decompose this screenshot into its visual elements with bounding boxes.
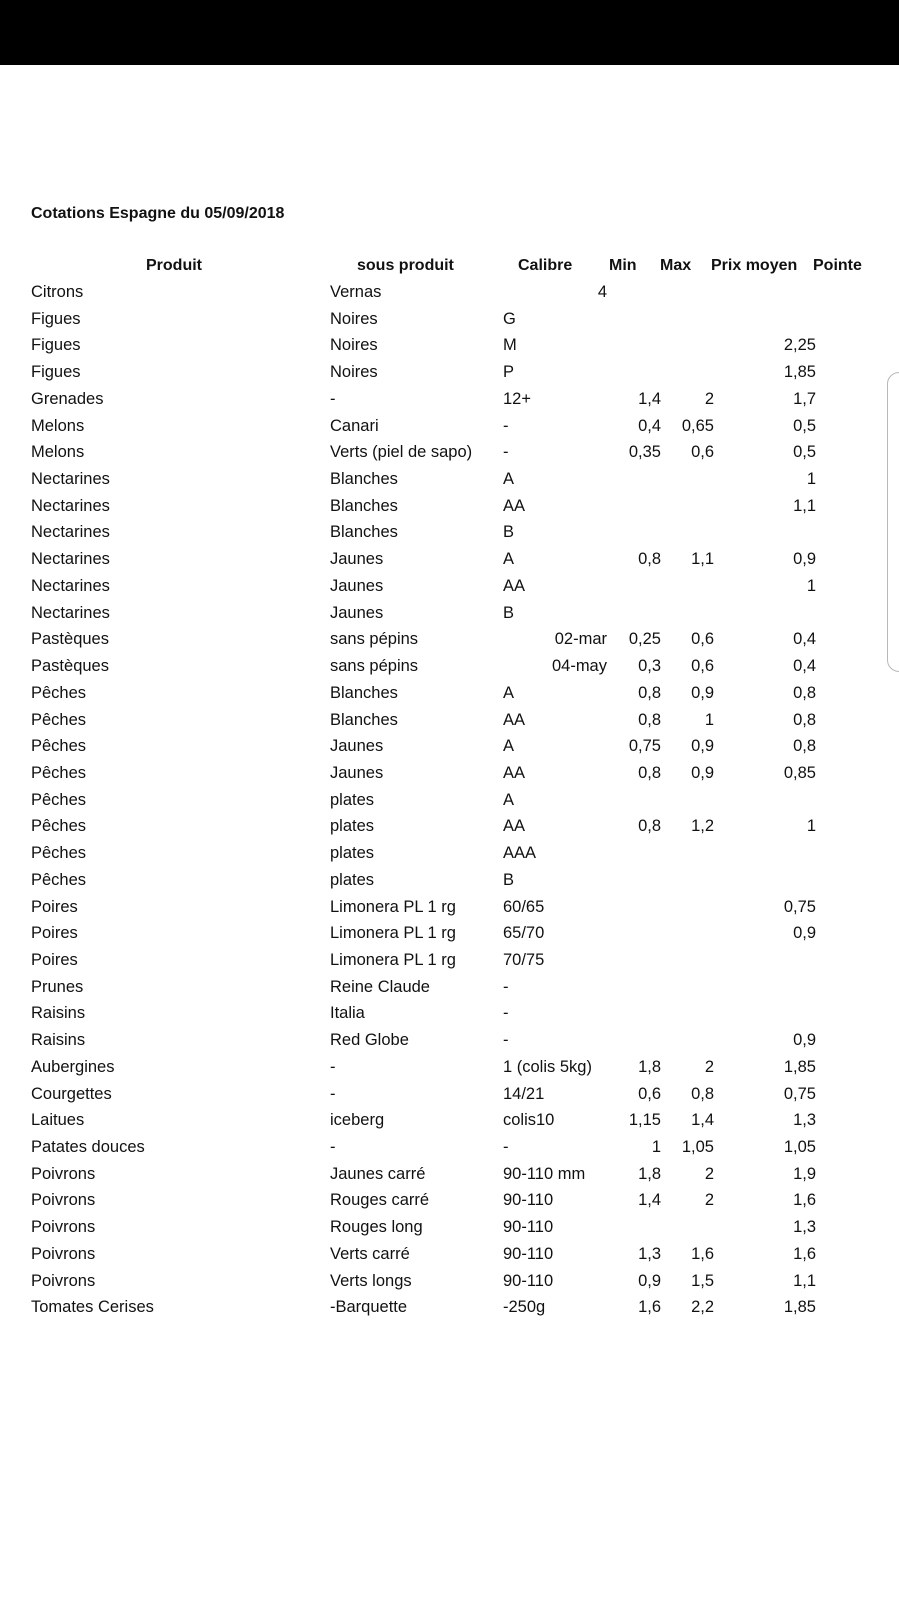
cell-sous-produit: Verts carré	[330, 1244, 410, 1263]
cell-calibre: M	[503, 336, 517, 355]
cell-sous-produit: plates	[330, 790, 375, 809]
cell-produit: Nectarines	[31, 576, 110, 595]
cell-prix-moyen: 1	[806, 576, 816, 595]
cell-max: 1,2	[691, 817, 714, 836]
cell-prix-moyen: 0,8	[793, 683, 816, 702]
cell-calibre: -	[503, 1031, 509, 1050]
cell-produit: Poivrons	[31, 1244, 96, 1263]
table-row	[0, 790, 899, 817]
cell-produit: Pastèques	[31, 657, 109, 676]
cell-calibre: G	[503, 309, 516, 328]
cell-produit: Raisins	[31, 1031, 86, 1050]
cell-prix-moyen: 1,6	[793, 1244, 816, 1263]
cell-max: 1,05	[681, 1138, 714, 1157]
cell-sous-produit: Vernas	[330, 283, 382, 301]
cell-calibre: A	[503, 790, 515, 809]
cell-calibre: 90-110	[503, 1271, 554, 1290]
cell-sous-produit: Blanches	[330, 683, 398, 702]
cell-max: 0,6	[691, 630, 714, 649]
table-row	[0, 977, 899, 1004]
cell-sous-produit: Limonera PL 1 rg	[330, 897, 456, 916]
cell-calibre: 90-110	[503, 1218, 554, 1237]
cell-produit: Pêches	[31, 870, 87, 889]
cell-prix-moyen: 0,4	[793, 630, 816, 649]
cell-calibre: colis10	[503, 1111, 555, 1130]
cell-sous-produit: Jaunes carré	[330, 1164, 426, 1183]
cell-max: 0,6	[691, 657, 714, 676]
cell-calibre: AA	[503, 817, 526, 836]
cell-max: 1,5	[691, 1271, 714, 1290]
cell-produit: Pêches	[31, 763, 87, 782]
cell-sous-produit: -	[330, 1057, 336, 1076]
table-row	[0, 1297, 899, 1324]
cell-calibre: B	[503, 870, 515, 889]
table-row	[0, 469, 899, 496]
table-row	[0, 416, 899, 443]
cell-sous-produit: -	[330, 1138, 336, 1157]
cell-sous-produit: Rouges long	[330, 1218, 423, 1237]
cell-sous-produit: Blanches	[330, 710, 398, 729]
cell-prix-moyen: 1,85	[783, 1057, 816, 1076]
table-row	[0, 1030, 899, 1057]
cell-produit: Laitues	[31, 1111, 85, 1130]
table-row	[0, 362, 899, 389]
cell-produit: Poires	[31, 951, 78, 969]
cell-produit: Poivrons	[31, 1191, 96, 1210]
cell-sous-produit: Blanches	[330, 496, 398, 515]
cell-prix-moyen: 0,9	[793, 1031, 816, 1050]
cell-produit: Melons	[31, 416, 85, 435]
cell-sous-produit: Rouges carré	[330, 1191, 430, 1210]
cell-calibre: 90-110	[503, 1244, 554, 1263]
cell-max: 2	[704, 389, 714, 408]
cell-sous-produit: Noires	[330, 336, 378, 355]
cell-calibre: 70/75	[503, 951, 545, 969]
table-row	[0, 603, 899, 630]
cell-calibre: 60/65	[503, 897, 545, 916]
cell-calibre: AA	[503, 710, 526, 729]
cell-max: 0,65	[681, 416, 714, 435]
cell-prix-moyen: 1,3	[793, 1111, 816, 1130]
header-min: Min	[609, 257, 637, 274]
cell-calibre: A	[503, 737, 515, 756]
table-row	[0, 843, 899, 870]
table-row	[0, 1190, 899, 1217]
cell-min: 0,25	[628, 630, 661, 649]
cell-produit: Prunes	[31, 977, 84, 996]
cell-prix-moyen: 1,85	[783, 1298, 816, 1317]
cell-sous-produit: sans pépins	[330, 630, 419, 649]
table-row	[0, 496, 899, 523]
cell-sous-produit: Limonera PL 1 rg	[330, 951, 456, 969]
cell-max: 1,1	[691, 550, 714, 569]
cell-max: 1	[704, 710, 714, 729]
cell-max: 0,9	[691, 683, 714, 702]
table-row	[0, 656, 899, 683]
cell-prix-moyen: 1,85	[783, 363, 816, 382]
cell-sous-produit: Limonera PL 1 rg	[330, 924, 456, 943]
cell-sous-produit: Canari	[330, 416, 379, 435]
cell-produit: Poivrons	[31, 1218, 96, 1237]
cell-sous-produit: plates	[330, 817, 375, 836]
table-row	[0, 1084, 899, 1111]
cell-max: 1,4	[691, 1111, 714, 1130]
cell-min: 1,15	[628, 1111, 661, 1130]
cell-produit: Figues	[31, 336, 81, 355]
table-row	[0, 1137, 899, 1164]
cell-produit: Poires	[31, 924, 78, 943]
cell-sous-produit: Jaunes	[330, 737, 384, 756]
cell-sous-produit: Jaunes	[330, 763, 384, 782]
table-row	[0, 282, 899, 309]
cell-calibre: B	[503, 603, 515, 622]
cell-calibre: AAA	[503, 844, 537, 863]
cell-min: 0,6	[638, 1084, 661, 1103]
cell-sous-produit: iceberg	[330, 1111, 385, 1130]
cell-calibre: -	[503, 1004, 509, 1023]
cell-min: 0,4	[638, 416, 661, 435]
cell-produit: Pêches	[31, 710, 87, 729]
cell-min: 0,3	[638, 657, 661, 676]
cell-max: 0,8	[691, 1084, 714, 1103]
cell-min: 1,4	[638, 1191, 661, 1210]
cell-min: 0,9	[638, 1271, 661, 1290]
cell-produit: Grenades	[31, 389, 104, 408]
cell-calibre: B	[503, 523, 515, 542]
cell-prix-moyen: 0,8	[793, 710, 816, 729]
cell-sous-produit: Red Globe	[330, 1031, 409, 1050]
header-produit: Produit	[146, 257, 202, 274]
cell-sous-produit: plates	[330, 870, 375, 889]
cell-sous-produit: Jaunes	[330, 603, 384, 622]
header-prix-moyen: Prix moyen	[711, 257, 798, 274]
cell-min: 0,8	[638, 710, 661, 729]
cell-produit: Nectarines	[31, 523, 110, 542]
cell-prix-moyen: 0,75	[783, 1084, 816, 1103]
cell-calibre: 1 (colis 5kg)	[503, 1057, 592, 1076]
cell-sous-produit: Jaunes	[330, 550, 384, 569]
cell-prix-moyen: 1,3	[793, 1218, 816, 1237]
table-row	[0, 442, 899, 469]
cell-prix-moyen: 1,05	[783, 1138, 816, 1157]
table-row	[0, 683, 899, 710]
table-row	[0, 549, 899, 576]
cell-sous-produit: -	[330, 1084, 336, 1103]
cell-min: 0,8	[638, 683, 661, 702]
cell-calibre: 90-110	[503, 1191, 554, 1210]
cell-calibre: 12+	[503, 389, 531, 408]
table-row	[0, 1271, 899, 1298]
table-row	[0, 1217, 899, 1244]
header-calibre: Calibre	[518, 257, 573, 274]
table-row	[0, 1057, 899, 1084]
cell-produit: Nectarines	[31, 470, 110, 489]
table-row	[0, 576, 899, 603]
cell-produit: Pêches	[31, 817, 87, 836]
cell-calibre: 65/70	[503, 924, 545, 943]
cell-max: 0,9	[691, 737, 714, 756]
table-row	[0, 522, 899, 549]
table-row	[0, 389, 899, 416]
cell-min: 1	[651, 1138, 661, 1157]
table-row	[0, 335, 899, 362]
cell-produit: Melons	[31, 443, 85, 462]
cell-prix-moyen: 0,85	[783, 763, 816, 782]
document-title: Cotations Espagne du 05/09/2018	[31, 205, 285, 222]
cell-prix-moyen: 0,5	[793, 443, 816, 462]
cell-calibre: 4	[597, 283, 607, 301]
cell-sous-produit: Verts (piel de sapo)	[330, 443, 473, 462]
header-pointe: Pointe	[813, 257, 862, 274]
cell-prix-moyen: 1,1	[793, 1271, 816, 1290]
table-row	[0, 950, 899, 977]
table-row	[0, 629, 899, 656]
scroll-handle[interactable]	[887, 372, 899, 672]
cell-calibre: P	[503, 363, 515, 382]
cell-produit: Figues	[31, 309, 81, 328]
cell-min: 0,8	[638, 763, 661, 782]
table-row	[0, 1003, 899, 1030]
table-row	[0, 1110, 899, 1137]
cell-calibre: 02-mar	[554, 630, 607, 649]
cell-produit: Courgettes	[31, 1084, 112, 1103]
cell-prix-moyen: 2,25	[783, 336, 816, 355]
cell-min: 0,75	[628, 737, 661, 756]
table-row	[0, 736, 899, 763]
cell-produit: Figues	[31, 363, 81, 382]
cell-prix-moyen: 0,5	[793, 416, 816, 435]
table-row	[0, 1164, 899, 1191]
cell-produit: Aubergines	[31, 1057, 115, 1076]
cell-produit: Pêches	[31, 844, 87, 863]
cell-sous-produit: sans pépins	[330, 657, 419, 676]
cell-produit: Patates douces	[31, 1138, 145, 1157]
cell-sous-produit: plates	[330, 844, 375, 863]
cell-max: 0,9	[691, 763, 714, 782]
cell-min: 1,3	[638, 1244, 661, 1263]
cell-sous-produit: -Barquette	[330, 1298, 408, 1317]
cell-produit: Raisins	[31, 1004, 86, 1023]
cell-prix-moyen: 1,9	[793, 1164, 816, 1183]
table-row	[0, 763, 899, 790]
cell-prix-moyen: 0,4	[793, 657, 816, 676]
cell-produit: Pêches	[31, 790, 87, 809]
cell-sous-produit: Noires	[330, 309, 378, 328]
cell-min: 1,8	[638, 1164, 661, 1183]
cell-min: 1,6	[638, 1298, 661, 1317]
cell-sous-produit: Reine Claude	[330, 977, 430, 996]
cell-calibre: A	[503, 550, 515, 569]
cell-prix-moyen: 1	[806, 817, 816, 836]
cell-sous-produit: Jaunes	[330, 576, 384, 595]
cell-prix-moyen: 0,9	[793, 924, 816, 943]
table-row	[0, 816, 899, 843]
cell-min: 0,8	[638, 550, 661, 569]
cell-max: 2	[704, 1057, 714, 1076]
cell-calibre: AA	[503, 496, 526, 515]
cell-calibre: 14/21	[503, 1084, 545, 1103]
cell-prix-moyen: 0,8	[793, 737, 816, 756]
cell-calibre: -	[503, 416, 509, 435]
cell-max: 0,6	[691, 443, 714, 462]
cell-sous-produit: Verts longs	[330, 1271, 412, 1290]
cell-calibre: -250g	[503, 1298, 546, 1317]
table-row	[0, 897, 899, 924]
cell-calibre: A	[503, 683, 515, 702]
cell-max: 2,2	[691, 1298, 714, 1317]
cell-max: 2	[704, 1191, 714, 1210]
cell-prix-moyen: 1	[806, 470, 816, 489]
cell-sous-produit: -	[330, 389, 336, 408]
cell-produit: Pêches	[31, 683, 87, 702]
cell-sous-produit: Noires	[330, 363, 378, 382]
cell-produit: Poires	[31, 897, 78, 916]
cell-sous-produit: Italia	[330, 1004, 365, 1023]
header-max: Max	[660, 257, 692, 274]
cell-produit: Nectarines	[31, 496, 110, 515]
cell-max: 2	[704, 1164, 714, 1183]
table-row	[0, 870, 899, 897]
cell-calibre: 90-110 mm	[503, 1164, 586, 1183]
cell-min: 0,8	[638, 817, 661, 836]
cell-calibre: -	[503, 1138, 509, 1157]
cell-produit: Nectarines	[31, 603, 110, 622]
cell-produit: Pêches	[31, 737, 87, 756]
cell-prix-moyen: 1,6	[793, 1191, 816, 1210]
cell-sous-produit: Blanches	[330, 523, 398, 542]
cell-calibre: -	[503, 443, 509, 462]
cell-produit: Citrons	[31, 283, 84, 301]
cell-prix-moyen: 0,9	[793, 550, 816, 569]
cell-min: 1,4	[638, 389, 661, 408]
cell-produit: Poivrons	[31, 1164, 96, 1183]
cell-prix-moyen: 0,75	[783, 897, 816, 916]
cell-prix-moyen: 1,1	[793, 496, 816, 515]
cell-calibre: -	[503, 977, 509, 996]
cell-min: 0,35	[628, 443, 661, 462]
table-row	[0, 710, 899, 737]
cell-produit: Pastèques	[31, 630, 109, 649]
cell-produit: Nectarines	[31, 550, 110, 569]
cell-calibre: AA	[503, 763, 526, 782]
cell-max: 1,6	[691, 1244, 714, 1263]
cell-prix-moyen: 1,7	[793, 389, 816, 408]
header-sous-produit: sous produit	[357, 257, 454, 274]
table-row	[0, 923, 899, 950]
table-row	[0, 1244, 899, 1271]
cell-produit: Tomates Cerises	[31, 1298, 154, 1317]
table-row	[0, 309, 899, 336]
cell-calibre: A	[503, 470, 515, 489]
cell-calibre: 04-may	[551, 657, 607, 676]
cell-produit: Poivrons	[31, 1271, 96, 1290]
cell-min: 1,8	[638, 1057, 661, 1076]
cell-calibre: AA	[503, 576, 526, 595]
cell-sous-produit: Blanches	[330, 470, 398, 489]
